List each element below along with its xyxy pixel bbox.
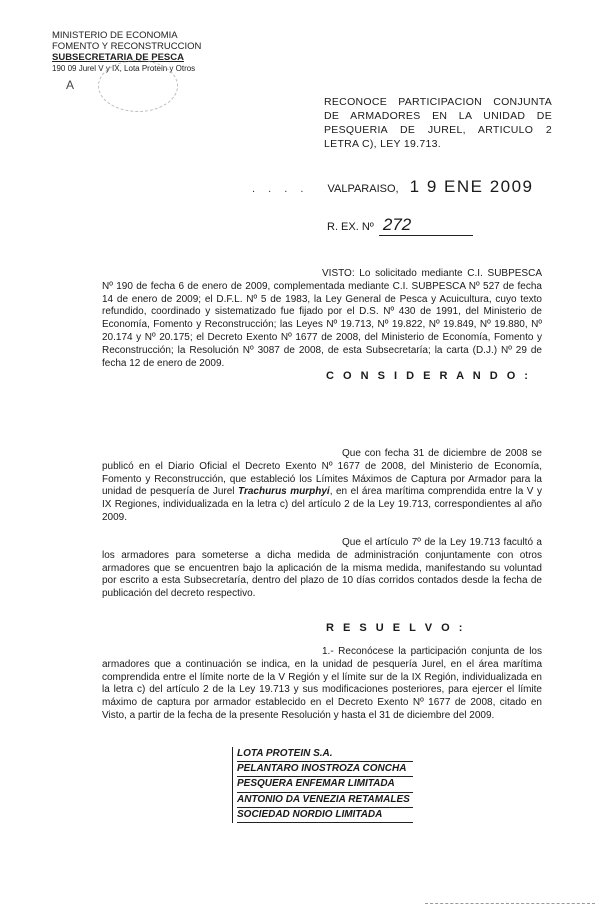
footer-divider (425, 903, 595, 904)
handwritten-mark: A (66, 78, 75, 92)
document-title: RECONOCE PARTICIPACION CONJUNTA DE ARMADORES EN LA UNIDAD DE PESQUERIA DE JUREL, ARTICULO 2 LETRA C), LEY 19.713. (324, 96, 552, 150)
resolution-label: R. EX. Nº (327, 221, 374, 233)
species-name: Trachurus murphyi (238, 486, 330, 498)
considerando-paragraph-1: Que con fecha 31 de diciembre de 2008 se publicó en el Diario Oficial el Decreto Exento Nº 1677 de 2008, del Ministerio de Economía, Fomento y Reconstrucción, que estableció los Límites Máximos de Captura por Armador para la unidad de pesquería de Jurel Trachurus murphyi, en el área marítima comprendida entre la V y IX Regiones, individualizada en la letra c) del artículo 2 de la Ley 19.713, correspondientes al año 2009. (102, 448, 542, 523)
resuelvo-heading: R E S U E L V O : (326, 622, 466, 634)
list-item: PESQUERA ENFEMAR LIMITADA (237, 777, 413, 792)
visto-paragraph (102, 268, 542, 370)
leader-dots: . . . . (252, 183, 309, 195)
list-item: SOCIEDAD NORDIO LIMITADA (237, 808, 413, 823)
subsecretary-name: SUBSECRETARIA DE PESCA (52, 52, 184, 63)
list-item: ANTONIO DA VENEZIA RETAMALES (237, 793, 413, 808)
document-reference: 190 09 Jurel V y IX, Lota Protein y Otros (52, 64, 196, 73)
resolution-number-line (327, 215, 473, 236)
resuelvo-paragraph-1: 1.- Reconócese la participación conjunta de los armadores que a continuación se indica, en la unidad de pesquería Jurel, en el área marítima comprendida entre el límite norte de la V Región y el límite sur de la IX Región, individualizada en la letra c) del artículo 2 de la Ley 19.713 y sus modificaciones posteriores, para ejercer el límite máximo de captura por armador establecido en el Decreto Exento Nº 1677 de 2008, citado en Visto, a partir de la fecha de la presente Resolución y hasta el 31 de diciembre del 2009. (102, 646, 542, 721)
official-stamp (98, 60, 178, 112)
ministry-department: FOMENTO Y RECONSTRUCCION (52, 41, 202, 52)
considerando-heading: C O N S I D E R A N D O : (326, 370, 531, 382)
resolution-date: 1 9 ENE 2009 (409, 177, 534, 196)
visto-text: Lo solicitado mediante C.I. SUBPESCA Nº 190 de fecha 6 de enero de 2009, complementada mediante C.I. SUBPESCA Nº 527 de fecha 14 de enero de 2009; el D.F.L. Nº 5 de 1983, la Ley General de Pesca y Acuicultura, cuyo texto refundido, coordinado y sistematizado fue fijado por el D.S. Nº 430 de 1991, del Ministerio de Economía, Fomento y Reconstrucción; las Leyes Nº 19.713, Nº 19.822, Nº 19.849, Nº 19.880, Nº 20.174 y Nº 20.175; el Decreto Exento Nº 1677 de 2008, del Ministerio de Economía, Fomento y Reconstrucción; la Resolución Nº 3087 de 2008, de esta Subsecretaría; la carta (D.J.) Nº 29 de fecha 12 de enero de 2009. (102, 268, 542, 369)
ministry-name: MINISTERIO DE ECONOMIA (52, 30, 178, 41)
armadores-list (232, 747, 413, 823)
considerando-paragraph-2: Que el artículo 7º de la Ley 19.713 facultó a los armadores para someterse a dicha medida de administración conjuntamente con otros armadores que se encuentren bajo la aplicación de la misma medida, manifestando su voluntad por escrito a esta Subsecretaría, dentro del plazo de 10 días corridos contados desde la fecha de publicación del decreto respectivo. (102, 537, 542, 600)
resolution-number: 272 (379, 215, 473, 236)
place-date-line (252, 177, 534, 197)
place-city: VALPARAISO, (327, 183, 399, 195)
visto-lead: VISTO: (322, 268, 355, 279)
list-item: PELANTARO INOSTROZA CONCHA (237, 762, 413, 777)
list-item: LOTA PROTEIN S.A. (237, 747, 413, 762)
